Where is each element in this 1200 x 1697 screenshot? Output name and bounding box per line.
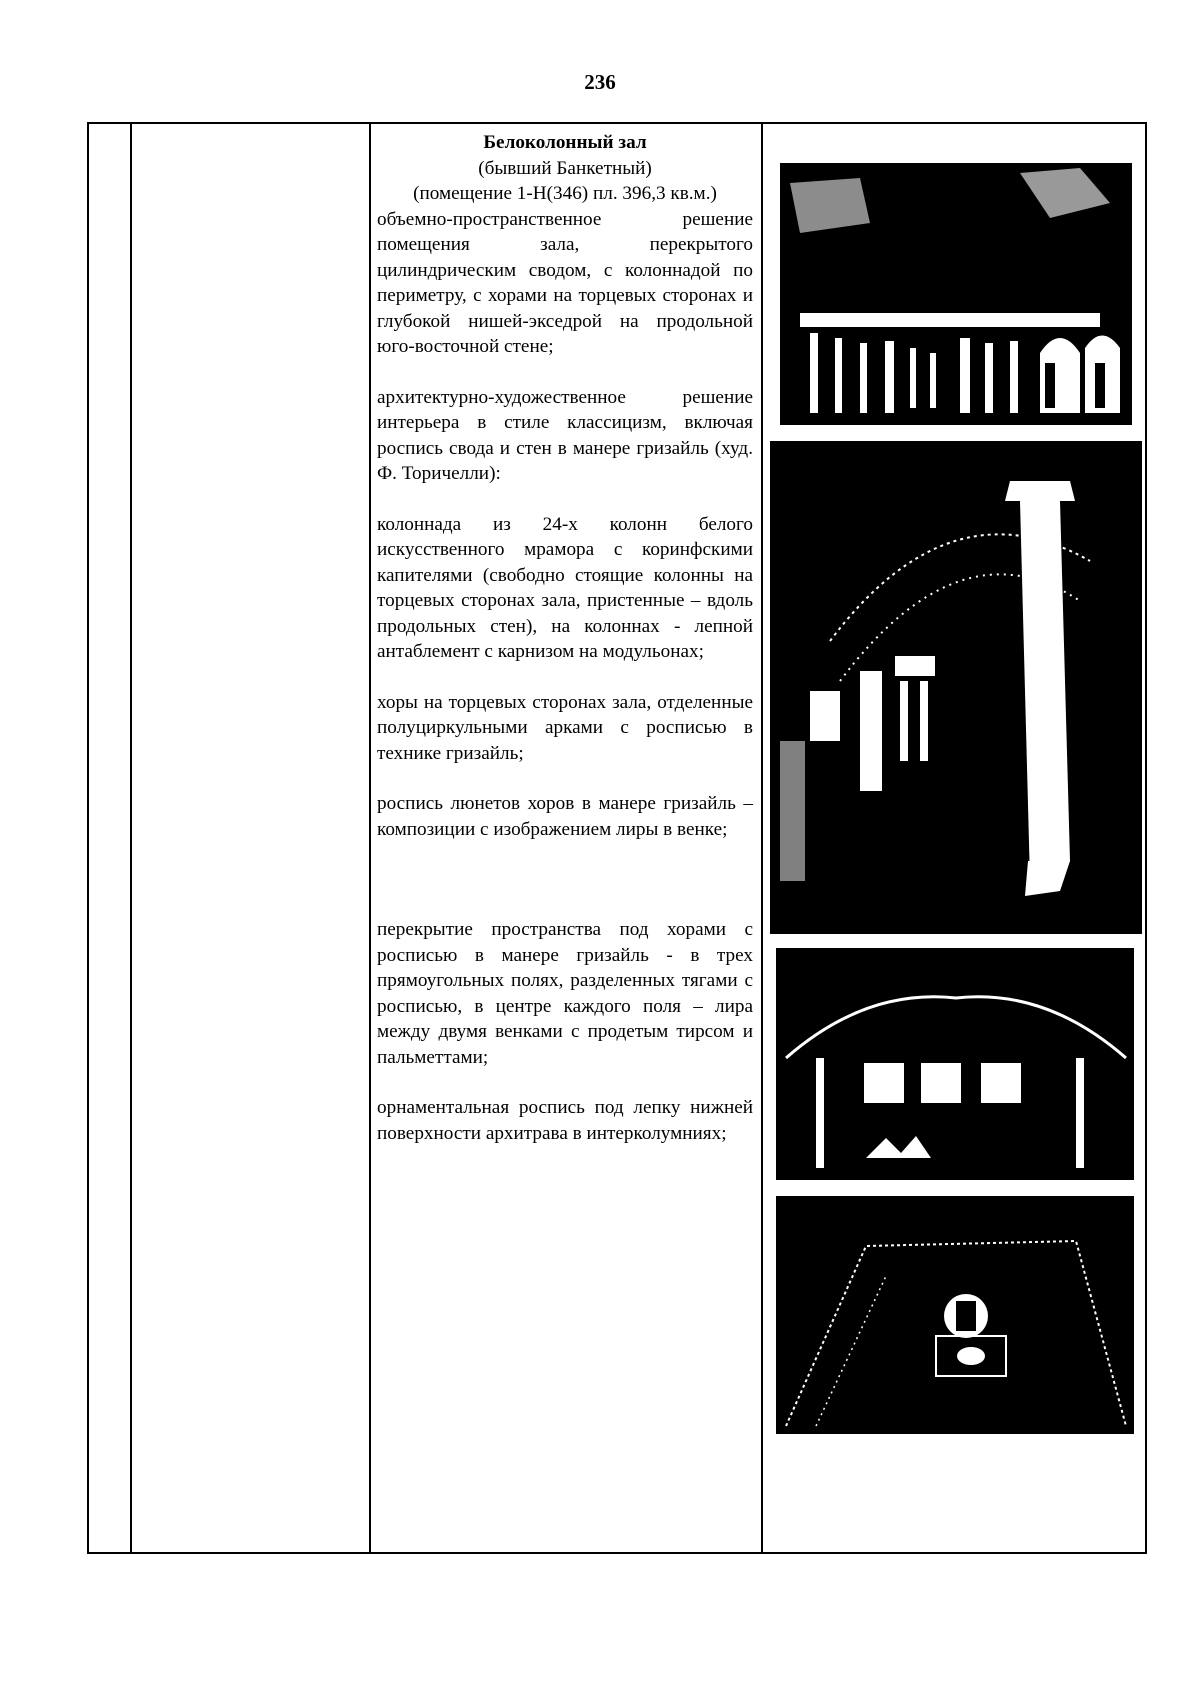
paragraph: хоры на торцевых сторонах зала, отделенные полуциркульными арками с росписью в технике гризайль;: [377, 691, 753, 764]
former-name: (бывший Банкетный): [478, 157, 652, 179]
paragraph: объемно-пространственное решение помещения зала, перекрытого цилиндрическим сводом, с колоннадой по периметру, с хорами на торцевых сторонах и глубокой нишей-экседрой на продольной юго-восточной стене;: [377, 208, 753, 357]
paragraph: колоннада из 24-х колонн белого искусственного мрамора с коринфскими капителями (свободно стоящие колонны на торцевых сторонах зала, пристенные – вдоль продольных стен), на колоннах - лепной антаблемент с карнизом на модульонах;: [377, 513, 753, 662]
photo-column-vault: [770, 441, 1142, 934]
description-column: [371, 124, 761, 1146]
page-number: 236: [584, 70, 616, 94]
paragraph: перекрытие пространства под хорами с росписью в манере гризайль - в трех прямоугольных полях, разделенных тягами с росписью, в центре каждого поля – лира между двумя венками с продетым тирсом и пальметтами;: [377, 919, 753, 1068]
table-divider: [130, 124, 132, 1552]
photo-hall-overview: [780, 163, 1132, 425]
paragraph: роспись люнетов хоров в манере гризайль – композиции с изображением лиры в венке;: [377, 793, 753, 840]
hall-title: Белоколонный зал: [483, 132, 647, 153]
room-info: (помещение 1-Н(346) пл. 396,3 кв.м.): [413, 183, 717, 204]
table-divider: [761, 124, 763, 1552]
photo-ceiling-lyre: [776, 1196, 1134, 1434]
paragraph: орнаментальная роспись под лепку нижней поверхности архитрава в интерколумниях;: [377, 1097, 753, 1144]
photo-choir-arches: [776, 948, 1134, 1180]
paragraph: архитектурно-художественное решение интерьера в стиле классицизм, включая роспись свода и стен в манере гризайль (худ. Ф. Торичелли):: [377, 386, 753, 484]
